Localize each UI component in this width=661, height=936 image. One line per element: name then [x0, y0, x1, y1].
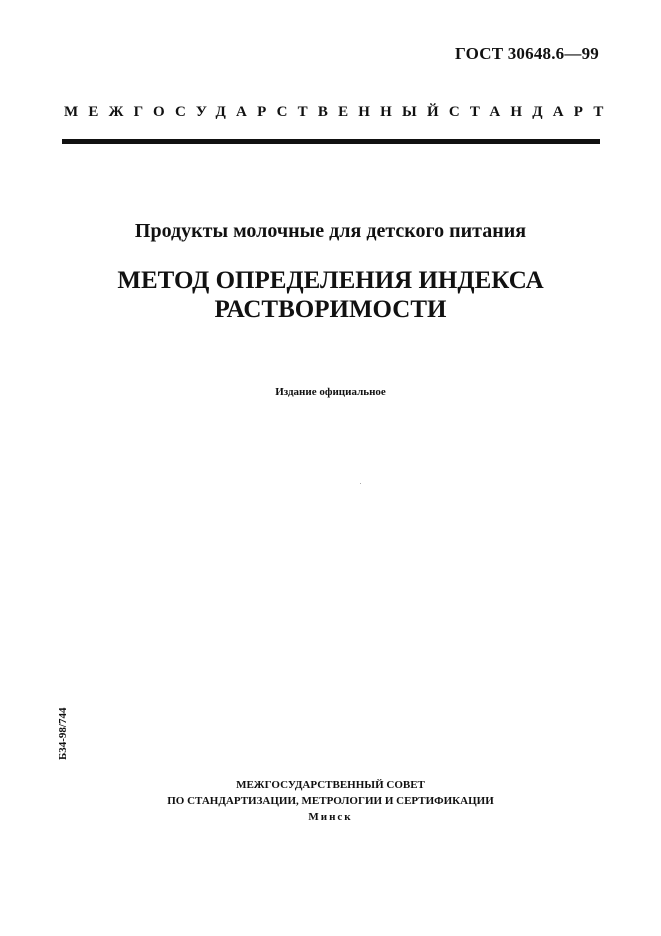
side-catalog-code: Б34-98/744 [57, 707, 69, 760]
method-title-line-2: РАСТВОРИМОСТИ [214, 296, 447, 323]
standard-kind-heading [64, 104, 614, 121]
edition-label: Издание официальное [275, 386, 386, 398]
publisher-city: Минск [308, 811, 353, 823]
scan-speck [360, 483, 361, 484]
header-divider [62, 139, 600, 144]
publisher-line-2: ПО СТАНДАРТИЗАЦИИ, МЕТРОЛОГИИ И СЕРТИФИКАЦИИ [167, 795, 494, 807]
method-title-line-1: МЕТОД ОПРЕДЕЛЕНИЯ ИНДЕКСА [117, 267, 544, 294]
publisher-line-1: МЕЖГОСУДАРСТВЕННЫЙ СОВЕТ [236, 779, 425, 791]
publisher-block [0, 777, 661, 825]
method-title [0, 266, 661, 324]
standard-kind-word-interstate: МЕЖГОСУДАРСТВЕННЫЙ [64, 104, 449, 120]
document-number: ГОСТ 30648.6—99 [455, 44, 599, 63]
product-title: Продукты молочные для детского питания [134, 220, 527, 242]
standard-kind-word-standard: СТАНДАРТ [448, 104, 614, 120]
